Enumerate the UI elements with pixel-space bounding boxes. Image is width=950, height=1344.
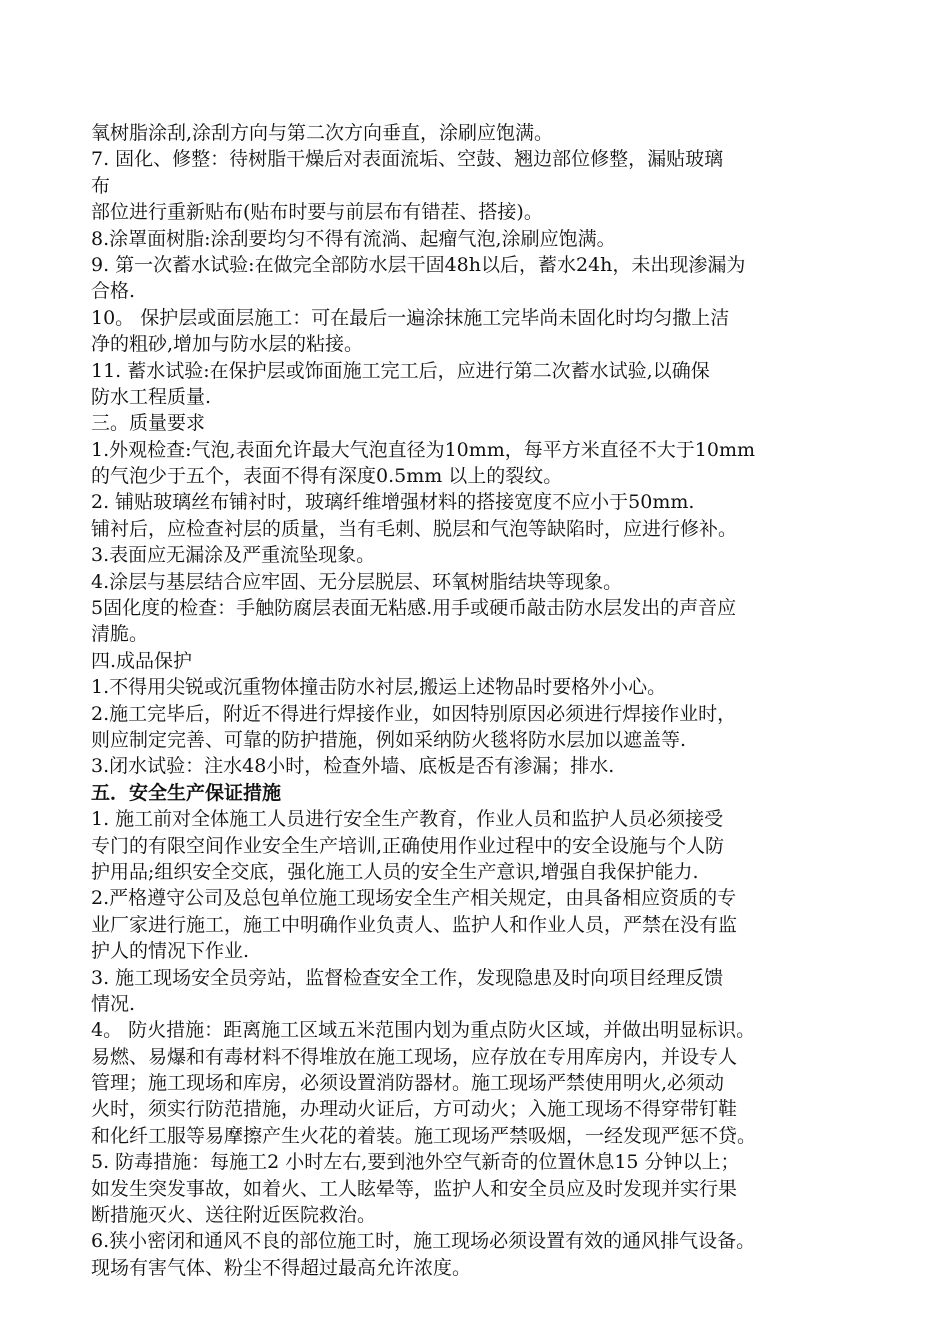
text-line: 3.表面应无漏涂及严重流坠现象。 (91, 544, 376, 567)
section-heading-protection: 四.成品保护 (91, 649, 193, 672)
text-line: 断措施灭火、送往附近医院救治。 (91, 1204, 377, 1227)
text-line: 净的粗砂,增加与防水层的粘接。 (91, 333, 364, 356)
text-line: 3. 施工现场安全员旁站，监督检查安全工作，发现隐患及时向项目经理反馈 (91, 966, 724, 989)
text-line: 合格. (91, 280, 136, 303)
text-line: 1.外观检查:气泡,表面允许最大气泡直径为10mm，每平方米直径不大于10mm (91, 438, 755, 461)
text-line: 情况. (91, 992, 136, 1015)
text-line: 7. 固化、修整：待树脂干燥后对表面流垢、空鼓、翘边部位修整，漏贴玻璃 (91, 148, 724, 171)
text-line: 2.施工完毕后，附近不得进行焊接作业，如因特别原因必须进行焊接作业时， (91, 702, 737, 725)
text-line: 布 (91, 174, 111, 197)
text-line: 4。 防火措施：距离施工区域五米范围内划为重点防火区域，并做出明显标识。 (91, 1019, 756, 1042)
text-line: 10。 保护层或面层施工：可在最后一遍涂抹施工完毕尚未固化时均匀撒上洁 (91, 306, 730, 329)
section-heading-quality: 三。质量要求 (91, 412, 206, 435)
text-line: 和化纤工服等易摩擦产生火花的着装。施工现场严禁吸烟，一经发现严惩不贷。 (91, 1124, 757, 1147)
text-line: 火时，须实行防范措施，办理动火证后，方可动火；入施工现场不得穿带钉鞋 (91, 1098, 738, 1121)
section-heading-safety: 五．安全生产保证措施 (91, 781, 282, 804)
text-line: 部位进行重新贴布(贴布时要与前层布有错茬、搭接)。 (91, 201, 543, 224)
text-line: 护用品;组织安全交底，强化施工人员的安全生产意识,增强自我保护能力. (91, 860, 699, 883)
text-line: 如发生突发事故，如着火、工人眩晕等，监护人和安全员应及时发现并实行果 (91, 1177, 738, 1200)
text-line: 6.狭小密闭和通风不良的部位施工时，施工现场必须设置有效的通风排气设备。 (91, 1230, 756, 1253)
text-line: 的气泡少于五个，表面不得有深度0.5mm 以上的裂纹。 (91, 465, 563, 488)
text-line: 管理；施工现场和库房，必须设置消防器材。施工现场严禁使用明火,必须动 (91, 1072, 725, 1095)
text-line: 铺衬后，应检查衬层的质量，当有毛刺、脱层和气泡等缺陷时，应进行修补。 (91, 517, 738, 540)
text-line: 8.涂罩面树脂:涂刮要均匀不得有流淌、起瘤气泡,涂刷应饱满。 (91, 227, 616, 250)
text-line: 则应制定完善、可靠的防护措施，例如采纳防火毯将防水层加以遮盖等. (91, 728, 687, 751)
text-line: 1. 施工前对全体施工人员进行安全生产教育，作业人员和监护人员必须接受 (91, 808, 724, 831)
text-line: 1.不得用尖锐或沉重物体撞击防水衬层,搬运上述物品时要格外小心。 (91, 676, 667, 699)
text-line: 5. 防毒措施：每施工2 小时左右,要到池外空气新奇的位置休息15 分钟以上； (91, 1151, 740, 1174)
text-line: 5固化度的检查：手触防腐层表面无粘感.用手或硬币敲击防水层发出的声音应 (91, 597, 737, 620)
text-line: 氧树脂涂刮,涂刮方向与第二次方向垂直，涂刷应饱满。 (91, 122, 554, 144)
text-line: 2.严格遵守公司及总包单位施工现场安全生产相关规定，由具备相应资质的专 (91, 887, 737, 910)
text-line: 11. 蓄水试验:在保护层或饰面施工完工后，应进行第二次蓄水试验,以确保 (91, 359, 710, 382)
text-line: 现场有害气体、粉尘不得超过最高允许浓度。 (91, 1256, 472, 1279)
document-body (91, 120, 871, 1281)
text-line: 易燃、易爆和有毒材料不得堆放在施工现场，应存放在专用库房内，并设专人 (91, 1045, 738, 1068)
text-line: 9. 第一次蓄水试验:在做完全部防水层干固48h以后，蓄水24h，未出现渗漏为 (91, 253, 746, 276)
text-line: 3.闭水试验：注水48小时，检查外墙、底板是否有渗漏；排水. (91, 755, 615, 778)
text-line: 清脆。 (91, 623, 149, 646)
text-line: 专门的有限空间作业安全生产培训,正确使用作业过程中的安全设施与个人防 (91, 834, 725, 857)
text-line: 2. 铺贴玻璃丝布铺衬时，玻璃纤维增强材料的搭接宽度不应小于50mm. (91, 491, 695, 514)
text-line: 4.涂层与基层结合应牢固、无分层脱层、环氧树脂结块等现象。 (91, 570, 623, 593)
text-line: 业厂家进行施工，施工中明确作业负责人、监护人和作业人员，严禁在没有监 (91, 913, 738, 936)
text-line: 防水工程质量. (91, 385, 212, 408)
text-line: 护人的情况下作业. (91, 940, 250, 963)
